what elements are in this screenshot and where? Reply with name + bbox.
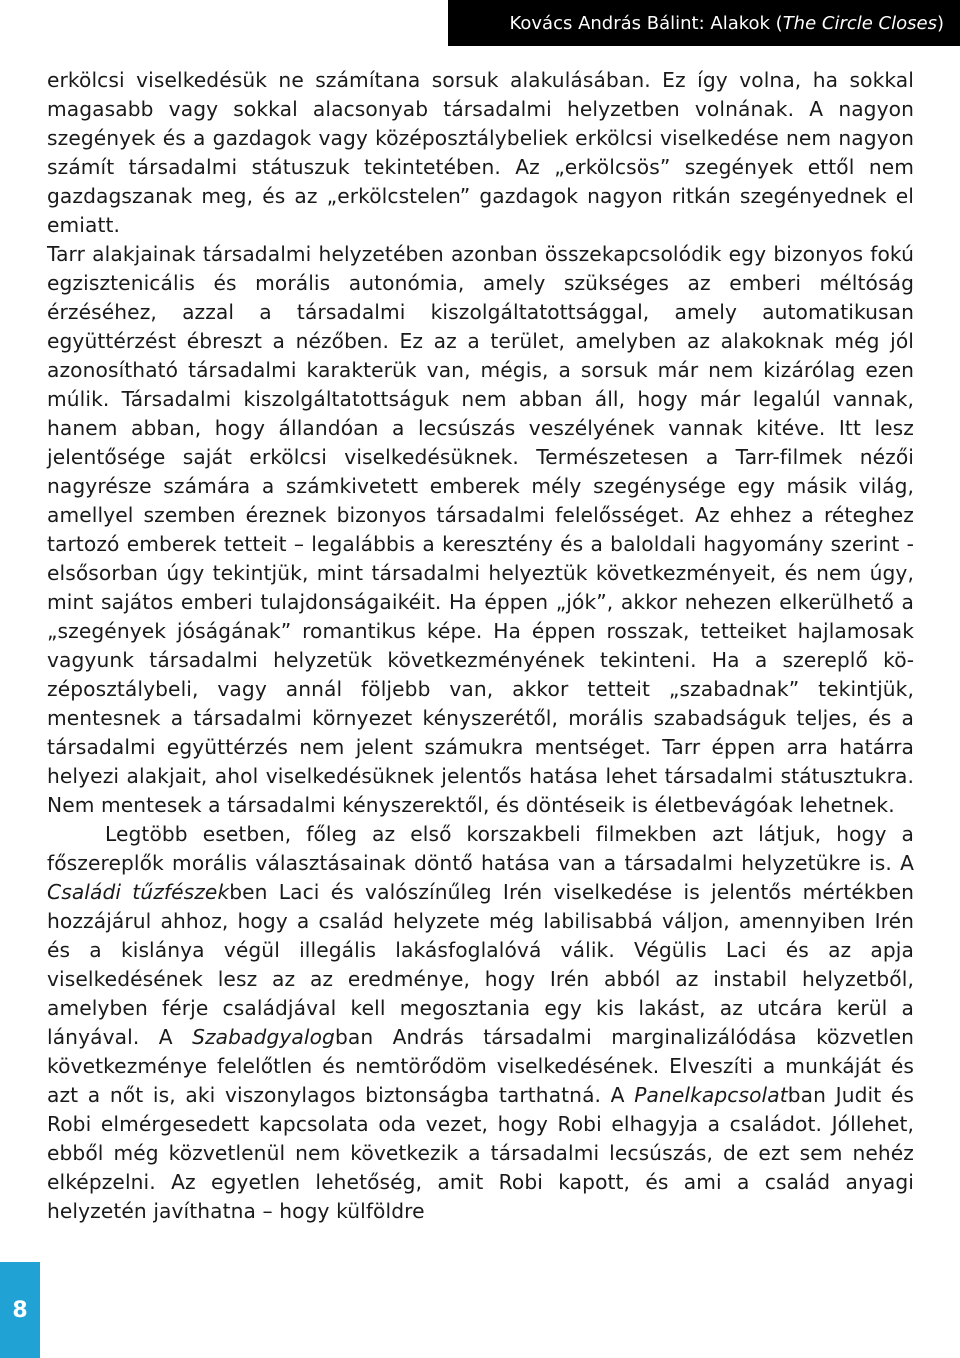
header-book-title: The Circle Closes [782,12,937,34]
paragraph-3-text-2: ben Laci és valószínűleg Irén viselkedése is jelentős mértékben hozzájárul ahhoz, hogy a család helyzete még labilisabbá váljon, amennyiben Irén és a kislánya végül illegális lakásfoglalóvá válik. Végülis Laci és az apja viselkedésének lesz az az eredménye, hogy Irén abból az instabil helyzetből, amelyben férje családjával kell megosztania egy kis lakást, az utcára kerül a lányával. A [47,880,914,1049]
paragraph-3-text-4: ban Judit és Robi elmérgesedett kapcsolata oda vezet, hogy Robi elhagyja a családot. Jóllehet, ebből még közvetlenül nem következik a társadalmi lecsúszás, de ezt sem nehéz elképzelni. Az egyetlen lehetőség, amit Robi kapott, és ami a család anyagi helyzetén javíthatna – hogy külföldre [47,1083,915,1223]
paragraph-3-text-3: ban András társadalmi marginalizálódása közvetlen következménye felelőtlen és nemtörődöm viselkedésének. Elveszíti a munkáját és azt a nőt is, aki viszonylagos biztonságba tarthatná. A [47,1025,915,1107]
page-number: 8 [12,1297,28,1323]
paragraph-2 [47,240,914,820]
film-title-panelkapcsolat: Panelkapcsolat [634,1083,788,1107]
paragraph-3-text-1: Legtöbb esetben, főleg az első korszakbeli filmekben azt látjuk, hogy a főszereplők morális választásainak döntő hatása van a társadalmi helyzetükre is. A [47,822,914,875]
paragraph-2-text: Tarr alakjainak társadalmi helyzetében azonban összekapcsolódik egy bizonyos fokú egzisztenicális és morális autonómia, amely szükséges az emberi méltóság érzéséhez, azzal a társadalmi kiszolgáltatottsággal, amely automatikusan együttérzést ébreszt a nézőben. Ez az a terület, amelyben az alakoknak még jól azonosítható társadalmi karakterük van, mégis, a sorsuk már nem kizárólag ezen múlik. Társadalmi kiszolgáltatottságuk nem abban áll, hogy már legalúl vannak, hanem abban, hogy állandóan a lecsúszás veszélyének vannak kitéve. Itt lesz jelentősége saját erkölcsi viselkedésüknek. Természetesen a Tarr-filmek nézői nagyrésze számára a számkivetett emberek mély szegénysége egy másik világ, amellyel szemben éreznek bizonyos társadalmi felelősséget. Az ehhez a réteghez tartozó emberek tetteit – legalábbis a keresztény és a baloldali hagyomány szerint - elsősorban úgy tekintjük, mint társadalmi helyeztük következményeit, és nem úgy, mint sajátos emberi tulajdonságaikéit. Ha éppen „jók”, akkor nehezen elkerülhető a „szegények jóságának” romantikus képe. Ha éppen rosszak, tetteiket hajlamosak vagyunk társadalmi helyzetük következményének tekinteni. Ha a szereplő középosztálybeli, vagy annál följebb van, akkor tetteit „szabadnak” tekintjük, mentesnek a társadalmi környezet kényszerétől, morális szabadságuk teljes, és a társadalmi együttérzés nem jelent számukra mentséget. Tarr éppen arra határra helyezi alakjait, ahol viselkedésüknek jelentős hatása lehet társadalmi státusztukra. Nem mentesek a társadalmi kényszerektől, és döntéseik is életbevágóak lehetnek. [47,242,914,817]
header-close-paren: ) [936,12,944,34]
page-number-tab [0,1262,40,1358]
paragraph-1-text: erkölcsi viselkedésük ne számítana sorsuk alakulásában. Ez így volna, ha sokkal magasabb vagy sokkal alacsonyab társadalmi helyzetben volnának. A nagyon szegények és a gazdagok vagy középosztálybeliek erkölcsi viselkedése nem nagyon számít társadalmi státuszuk tekintetében. Az „erkölcsös” szegények ettől nem gazdagszanak meg, és az „erkölcstelen” gazdagok nagyon ritkán szegényednek el emiatt. [47,68,914,237]
film-title-szabadgyalog: Szabadgyalog [192,1025,335,1049]
running-header [448,0,960,46]
paragraph-3 [47,820,914,1226]
film-title-csaladi-tuzfeszek: Családi tűzfészek [47,880,230,904]
header-author-title: Kovács András Bálint: Alakok ( [509,12,783,34]
paragraph-1 [47,66,914,240]
body-text [47,66,914,1226]
